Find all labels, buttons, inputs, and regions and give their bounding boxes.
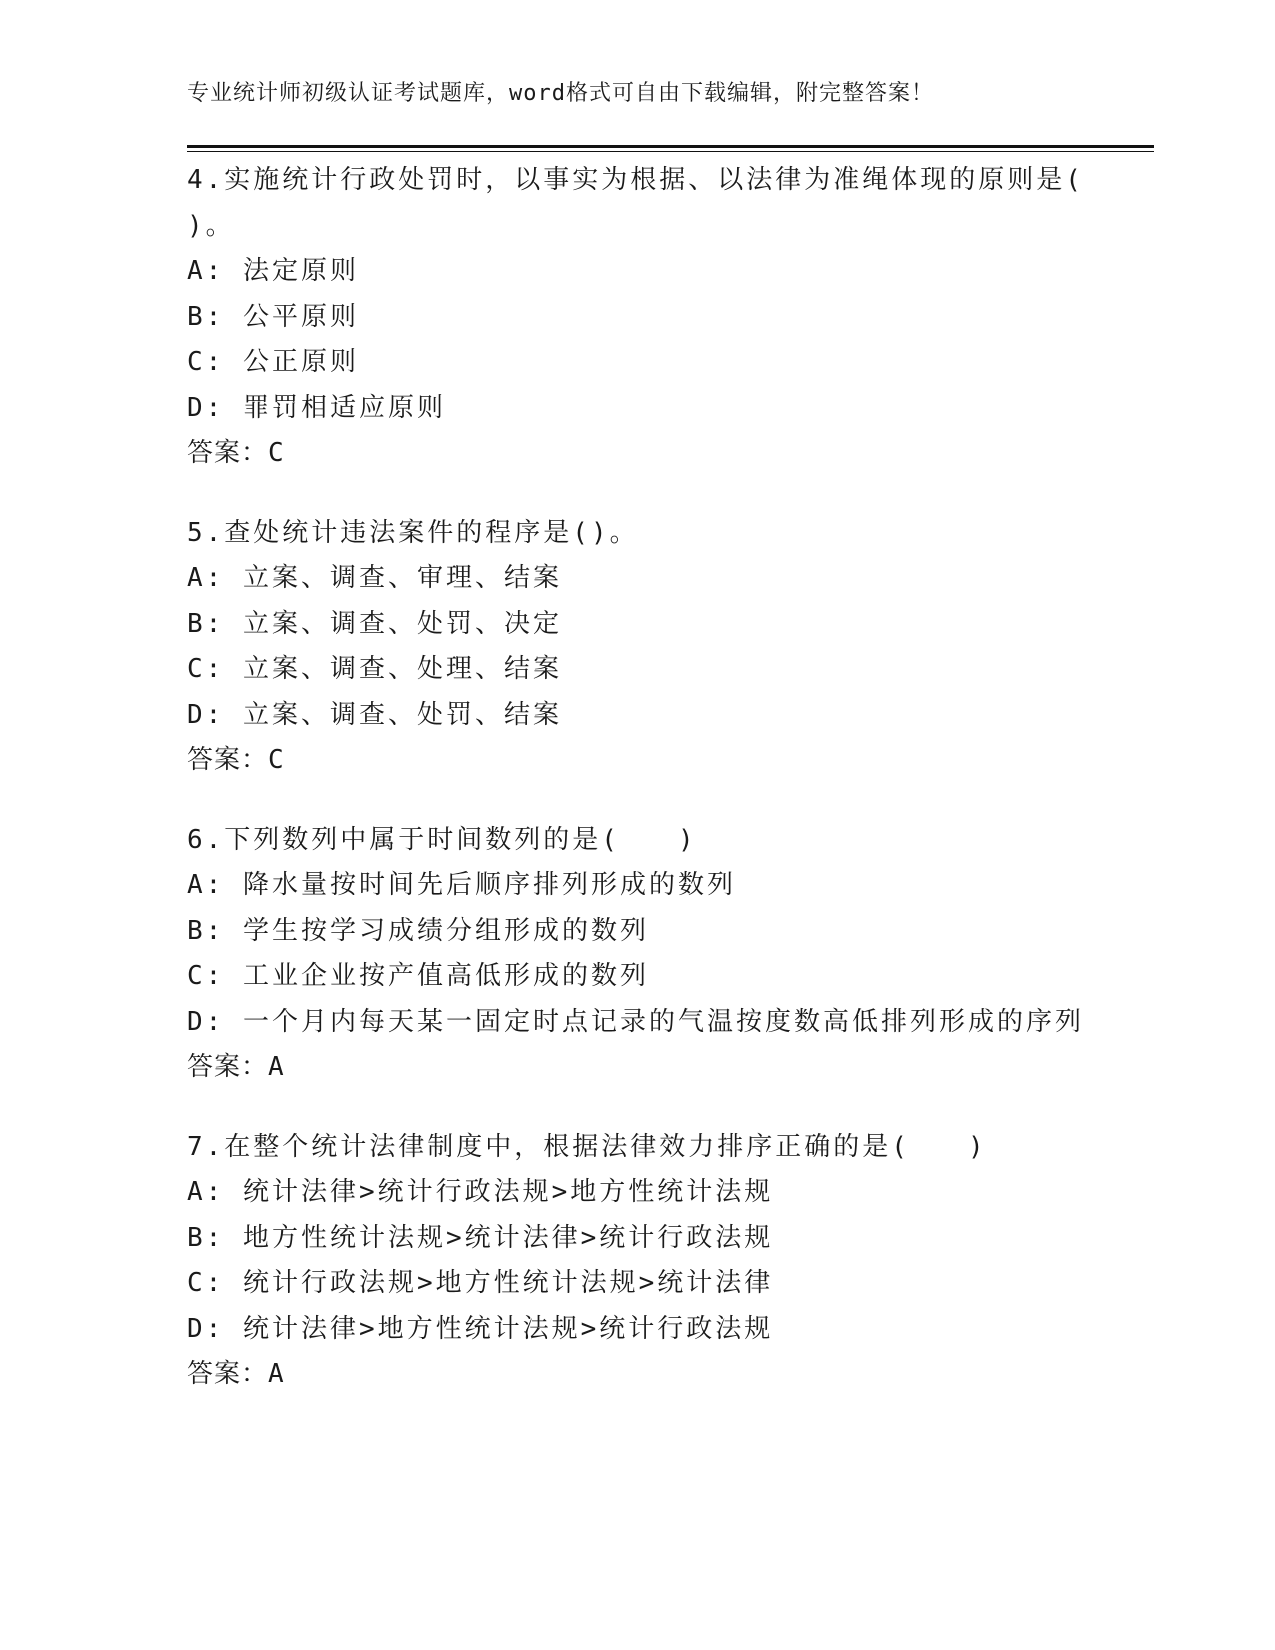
header-rule-thin <box>187 151 1154 152</box>
page-header: 专业统计师初级认证考试题库，word格式可自由下载编辑，附完整答案！ <box>187 81 934 106</box>
option-c: C: 工业企业按产值高低形成的数列 <box>187 961 649 991</box>
option-d: D: 统计法律>地方性统计法规>统计行政法规 <box>187 1313 774 1344</box>
answer-value: C <box>268 745 284 775</box>
header-rule-thick <box>187 145 1154 148</box>
option-d: D: 一个月内每天某一固定时点记录的气温按度数高低排列形成的序列 <box>187 1006 1084 1037</box>
question-stem: 6.下列数列中属于时间数列的是( ) <box>187 824 697 855</box>
option-b: B: 学生按学习成绩分组形成的数列 <box>187 915 649 946</box>
question-5 <box>187 511 1087 784</box>
answer-value: A <box>268 1052 284 1082</box>
answer <box>187 1352 1087 1398</box>
question-stem-continued: )。 <box>187 210 235 241</box>
option-b: B: 公平原则 <box>187 301 359 332</box>
question-4 <box>187 158 1087 477</box>
option-b: B: 地方性统计法规>统计法律>统计行政法规 <box>187 1222 774 1253</box>
answer <box>187 738 1087 784</box>
question-6 <box>187 818 1087 1091</box>
option-b: B: 立案、调查、处罚、决定 <box>187 608 562 639</box>
option-d: D: 罪罚相适应原则 <box>187 392 446 423</box>
answer-label: 答案： <box>187 1359 269 1389</box>
option-a: A: 降水量按时间先后顺序排列形成的数列 <box>187 870 736 900</box>
answer-label: 答案： <box>187 1052 269 1082</box>
option-a: A: 统计法律>统计行政法规>地方性统计法规 <box>187 1177 774 1207</box>
question-stem: 4.实施统计行政处罚时，以事实为根据、以法律为准绳体现的原则是( <box>187 165 1084 195</box>
answer-label: 答案： <box>187 745 269 775</box>
answer-value: C <box>268 438 284 468</box>
question-7 <box>187 1125 1087 1398</box>
answer-value: A <box>268 1359 284 1389</box>
option-d: D: 立案、调查、处罚、结案 <box>187 699 562 730</box>
option-a: A: 立案、调查、审理、结案 <box>187 563 562 593</box>
option-a: A: 法定原则 <box>187 256 359 286</box>
answer <box>187 431 1087 477</box>
question-list <box>187 158 1087 1432</box>
question-stem: 5.查处统计违法案件的程序是()。 <box>187 517 639 548</box>
option-c: C: 公正原则 <box>187 347 359 377</box>
answer-label: 答案： <box>187 438 269 468</box>
answer <box>187 1045 1087 1091</box>
option-c: C: 立案、调查、处理、结案 <box>187 654 562 684</box>
option-c: C: 统计行政法规>地方性统计法规>统计法律 <box>187 1268 774 1298</box>
question-stem: 7.在整个统计法律制度中，根据法律效力排序正确的是( ) <box>187 1131 987 1162</box>
